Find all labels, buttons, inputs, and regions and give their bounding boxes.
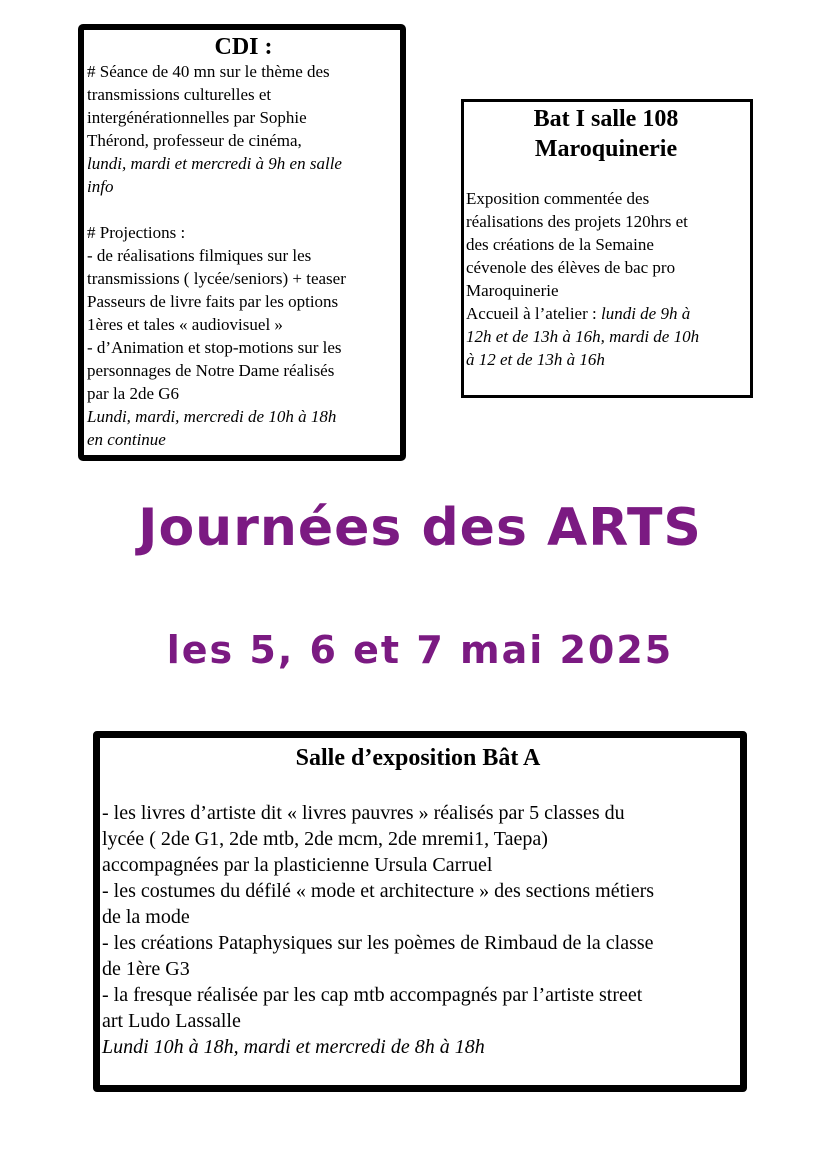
text-line: lundi, mardi et mercredi à 9h en salle xyxy=(87,154,342,173)
text-line: de la mode xyxy=(102,906,190,928)
text-line: art Ludo Lassalle xyxy=(102,1010,241,1032)
text-line: # Séance de 40 mn sur le thème des xyxy=(87,62,330,81)
main-title: Journées des ARTS xyxy=(138,498,702,558)
cdi-box xyxy=(78,24,406,461)
text-line: 1ères et tales « audiovisuel » xyxy=(87,315,283,334)
bat-i-title xyxy=(466,104,746,164)
bat-i-box xyxy=(461,99,753,398)
bat-i-accueil xyxy=(466,302,746,371)
text-line: par la 2de G6 xyxy=(87,384,180,403)
text-line: en continue xyxy=(87,430,166,449)
bat-i-accueil-first: lundi de 9h à xyxy=(600,304,691,323)
text-line: cévenole des élèves de bac pro xyxy=(466,258,676,277)
text-line: - d’Animation et stop-motions sur les xyxy=(87,338,342,357)
text-line: Lundi, mardi, mercredi de 10h à 18h xyxy=(87,407,337,426)
bat-i-body xyxy=(466,164,746,302)
text-line: Exposition commentée des xyxy=(466,189,650,208)
expo-body xyxy=(102,774,734,1060)
text-line: - les créations Pataphysiques sur les poèmes de Rimbaud de la classe xyxy=(102,932,654,954)
text-line: # Projections : xyxy=(87,223,186,242)
text-line: Passeurs de livre faits par les options xyxy=(87,292,339,311)
text-line: des créations de la Semaine xyxy=(466,235,654,254)
event-dates: les 5, 6 et 7 mai 2025 xyxy=(166,628,674,672)
text-line: Thérond, professeur de cinéma, xyxy=(87,131,302,150)
cdi-body xyxy=(87,60,400,451)
text-line: de 1ère G3 xyxy=(102,958,190,980)
text-line: - les livres d’artiste dit « livres pauvres » réalisés par 5 classes du xyxy=(102,802,625,824)
blank-line xyxy=(87,198,400,221)
expo-title: Salle d’exposition Bât A xyxy=(295,745,541,771)
bat-i-accueil-line: 12h et de 13h à 16h, mardi de 10h xyxy=(466,327,700,346)
text-line: accompagnées par la plasticienne Ursula Carruel xyxy=(102,854,493,876)
text-line: - la fresque réalisée par les cap mtb accompagnés par l’artiste street xyxy=(102,984,643,1006)
text-line: transmissions culturelles et xyxy=(87,85,272,104)
bat-i-title-line1: Bat I salle 108 xyxy=(533,106,679,132)
text-line: intergénérationnelles par Sophie xyxy=(87,108,307,127)
expo-box xyxy=(93,731,747,1092)
text-line: - de réalisations filmiques sur les xyxy=(87,246,312,265)
text-line: personnages de Notre Dame réalisés xyxy=(87,361,335,380)
text-line: - les costumes du défilé « mode et architecture » des sections métiers xyxy=(102,880,655,902)
text-line: lycée ( 2de G1, 2de mtb, 2de mcm, 2de mremi1, Taepa) xyxy=(102,828,548,850)
bat-i-accueil-label: Accueil à l’atelier : xyxy=(466,304,601,323)
blank-line xyxy=(102,774,734,800)
text-line: info xyxy=(87,177,114,196)
cdi-title: CDI : xyxy=(214,34,273,60)
text-line: transmissions ( lycée/seniors) + teaser xyxy=(87,269,346,288)
text-line: Maroquinerie xyxy=(466,281,559,300)
text-line: réalisations des projets 120hrs et xyxy=(466,212,688,231)
bat-i-accueil-line: à 12 et de 13h à 16h xyxy=(466,350,605,369)
blank-line xyxy=(466,164,746,187)
bat-i-title-line2: Maroquinerie xyxy=(534,136,678,162)
text-line: Lundi 10h à 18h, mardi et mercredi de 8h à 18h xyxy=(102,1036,485,1058)
